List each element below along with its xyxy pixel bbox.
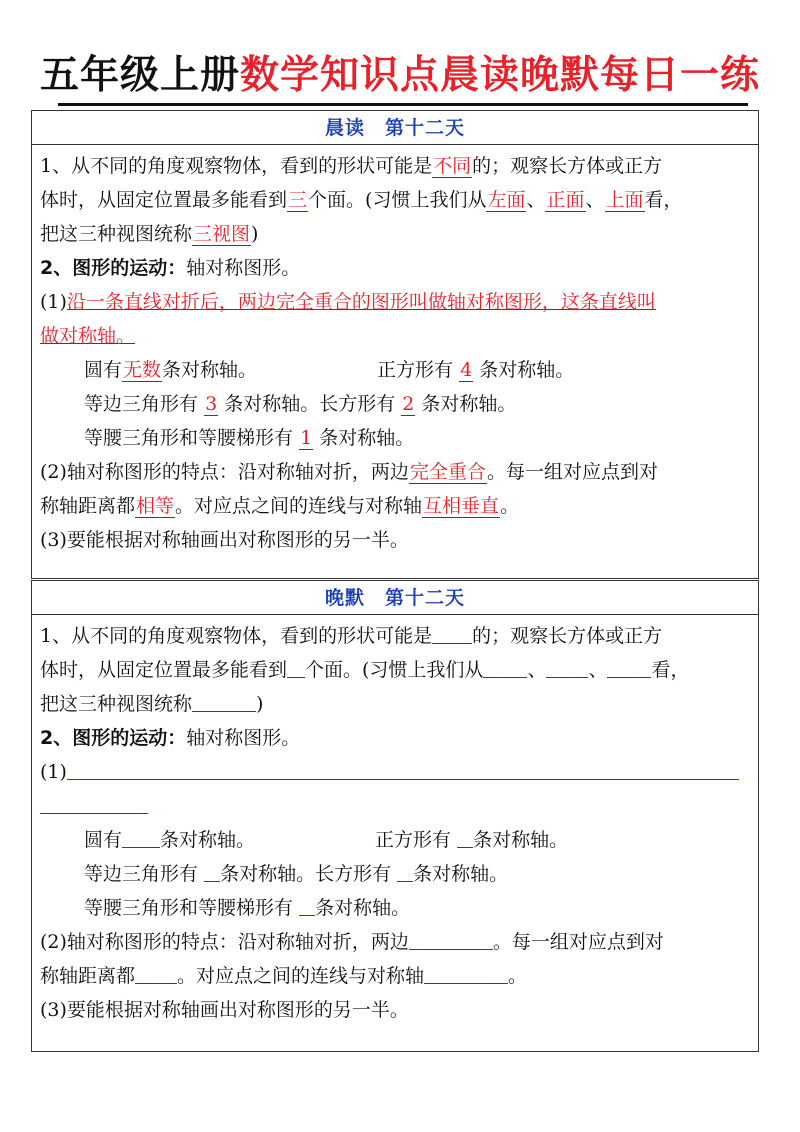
answer-three: 三	[288, 189, 308, 211]
circle-text: 圆有	[84, 829, 123, 851]
answer-rect: 2	[402, 393, 415, 415]
evening-heading: 晚默 第十二天	[32, 581, 758, 615]
e-property-line1	[40, 925, 750, 959]
q1-line3	[40, 217, 750, 251]
property-text: (2)轴对称图形的特点：沿对称轴对折，两边	[40, 461, 409, 483]
property-text: 称轴距离都	[40, 965, 136, 987]
q1-text: 体时，从固定位置最多能看到	[40, 189, 288, 211]
evening-section	[31, 580, 759, 1052]
answer-definition-end: 做对称轴。	[40, 325, 136, 347]
q1-text: 1、从不同的角度观察物体，看到的形状可能是	[40, 155, 433, 177]
blank-different[interactable]	[432, 621, 472, 644]
q1-text: 体时，从固定位置最多能看到	[40, 659, 288, 681]
square-text: 条对称轴。	[479, 359, 575, 381]
answer-square: 4	[460, 359, 473, 381]
blank-square[interactable]	[457, 825, 473, 848]
property-text: 。	[500, 495, 520, 517]
q1-text: 把这三种视图统称	[40, 693, 193, 715]
answer-three-views: 三视图	[193, 223, 251, 245]
blank-equal[interactable]	[135, 961, 177, 984]
e-draw-half-line	[40, 993, 750, 1027]
e-q1-line2	[40, 653, 750, 687]
triangle-text: 等边三角形有	[84, 863, 199, 885]
q2-title: 2、图形的运动：	[40, 257, 187, 279]
q1-text: 把这三种视图统称	[40, 223, 193, 245]
answer-equal: 相等	[136, 495, 175, 517]
q2-title: 2、图形的运动：	[40, 727, 187, 749]
circle-square-line	[40, 353, 750, 387]
blank-overlap[interactable]	[409, 927, 493, 950]
definition-line1	[40, 285, 750, 319]
property-line2	[40, 489, 750, 523]
blank-definition[interactable]	[67, 755, 739, 780]
answer-definition: 沿一条直线对折后，两边完全重合的图形叫做轴对称图形，这条直线叫	[66, 291, 656, 313]
rect-text: 条对称轴。长方形有	[224, 393, 396, 415]
title-underline	[58, 103, 748, 106]
title-grade: 五年级上册	[39, 53, 240, 98]
rect-text: 条对称轴。长方形有	[220, 863, 392, 885]
q2-title-line	[40, 251, 750, 285]
blank-left[interactable]	[483, 655, 527, 678]
e-definition-line1	[40, 755, 750, 789]
blank-three[interactable]	[287, 655, 305, 678]
rect-text: 条对称轴。	[413, 863, 509, 885]
blank-triangle[interactable]	[204, 859, 220, 882]
e-circle-square-line	[40, 823, 750, 857]
square-text: 条对称轴。	[473, 829, 569, 851]
answer-triangle: 3	[205, 393, 218, 415]
square-text: 正方形有	[377, 359, 454, 381]
q1-text: 1、从不同的角度观察物体，看到的形状可能是	[40, 625, 433, 647]
isosceles-text: 条对称轴。	[319, 427, 415, 449]
blank-perpendicular[interactable]	[424, 961, 508, 984]
morning-body	[32, 145, 758, 557]
e-isosceles-line	[40, 891, 750, 925]
rect-text: 条对称轴。	[421, 393, 517, 415]
q2-topic: 轴对称图形。	[186, 727, 301, 749]
morning-heading: 晨读 第十二天	[32, 111, 758, 145]
page-title	[0, 50, 800, 102]
separator: 、	[585, 189, 605, 211]
answer-different: 不同	[433, 155, 472, 177]
answer-left: 左面	[487, 189, 526, 211]
q1-text: 的；观察长方体或正方	[472, 155, 663, 177]
triangle-rect-line	[40, 387, 750, 421]
isosceles-text: 条对称轴。	[315, 897, 411, 919]
draw-half-text: (3)要能根据对称轴画出对称图形的另一半。	[40, 999, 409, 1021]
q1-line1	[40, 149, 750, 183]
q2-topic: 轴对称图形。	[186, 257, 301, 279]
circle-text: 条对称轴。	[162, 359, 258, 381]
e-definition-line2	[40, 789, 750, 823]
blank-isosceles[interactable]	[299, 893, 315, 916]
property-text: (2)轴对称图形的特点：沿对称轴对折，两边	[40, 931, 409, 953]
answer-isosceles: 1	[300, 427, 313, 449]
property-text: 。对应点之间的连线与对称轴	[177, 965, 425, 987]
isosceles-text: 等腰三角形和等腰梯形有	[84, 427, 294, 449]
property-text: 。每一组对应点到对	[486, 461, 658, 483]
q1-text: )	[256, 693, 264, 715]
draw-half-text: (3)要能根据对称轴画出对称图形的另一半。	[40, 529, 409, 551]
blank-three-views[interactable]	[192, 689, 256, 712]
blank-rect[interactable]	[397, 859, 413, 882]
property-text: 。	[508, 965, 528, 987]
circle-text: 圆有	[84, 359, 123, 381]
blank-front[interactable]	[546, 655, 588, 678]
property-text: 。每一组对应点到对	[492, 931, 664, 953]
answer-circle: 无数	[123, 359, 162, 381]
property-line1	[40, 455, 750, 489]
isosceles-line	[40, 421, 750, 455]
q1-text: )	[251, 223, 259, 245]
blank-top[interactable]	[607, 655, 651, 678]
answer-top: 上面	[605, 189, 644, 211]
triangle-text: 等边三角形有	[84, 393, 199, 415]
separator: 、	[527, 659, 547, 681]
item-number: (1)	[40, 761, 67, 783]
q1-text: 的；观察长方体或正方	[472, 625, 663, 647]
answer-front: 正面	[546, 189, 585, 211]
item-number: (1)	[40, 291, 67, 313]
separator: 、	[526, 189, 546, 211]
e-q1-line3	[40, 687, 750, 721]
e-q2-title-line	[40, 721, 750, 755]
evening-body	[32, 615, 758, 1027]
definition-line2	[40, 319, 750, 353]
blank-definition-end[interactable]	[40, 789, 148, 814]
q1-line2	[40, 183, 750, 217]
separator: 、	[588, 659, 608, 681]
blank-circle[interactable]	[122, 825, 160, 848]
isosceles-text: 等腰三角形和等腰梯形有	[84, 897, 294, 919]
square-text: 正方形有	[375, 829, 452, 851]
morning-section	[31, 110, 759, 579]
title-subject: 数学知识点晨读晚默每日一练	[240, 53, 761, 98]
e-q1-line1	[40, 619, 750, 653]
property-text: 。对应点之间的连线与对称轴	[175, 495, 423, 517]
e-triangle-rect-line	[40, 857, 750, 891]
q1-text: 个面。(习惯上我们从	[305, 659, 484, 681]
draw-half-line	[40, 523, 750, 557]
q1-text: 看，	[651, 659, 690, 681]
q1-text: 看，	[644, 189, 683, 211]
answer-perpendicular: 互相垂直	[423, 495, 500, 517]
circle-text: 条对称轴。	[160, 829, 256, 851]
e-property-line2	[40, 959, 750, 993]
q1-text: 个面。(习惯上我们从	[308, 189, 487, 211]
answer-overlap: 完全重合	[409, 461, 486, 483]
property-text: 称轴距离都	[40, 495, 136, 517]
